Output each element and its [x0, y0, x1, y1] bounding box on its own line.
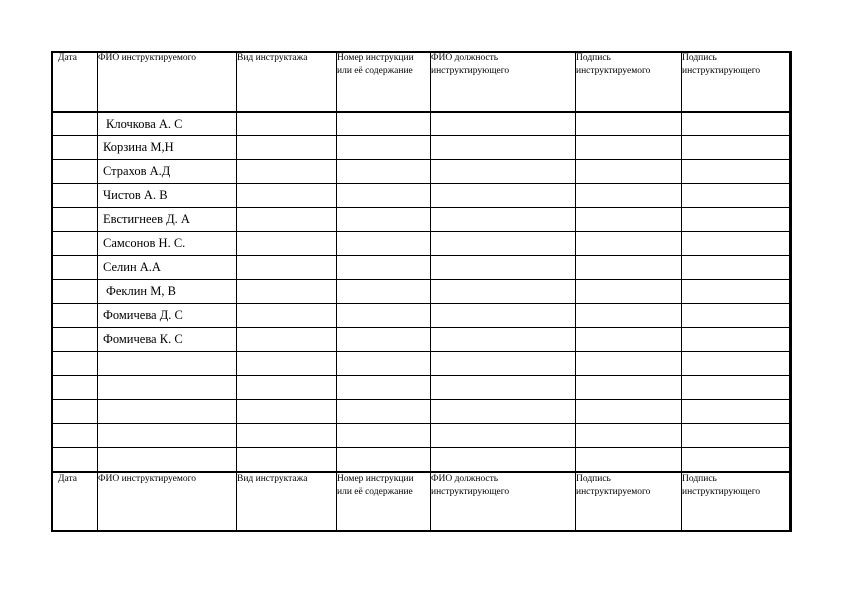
date-cell — [52, 352, 98, 376]
trainee-name-cell — [98, 448, 237, 472]
table-row — [52, 280, 792, 304]
trainee-signature-cell — [576, 232, 682, 256]
instruction-number-cell — [337, 232, 431, 256]
trainee-signature-cell — [576, 136, 682, 160]
date-cell — [52, 112, 98, 136]
trainee-signature-cell — [576, 304, 682, 328]
instruction-number-cell — [337, 400, 431, 424]
instructor-name-cell — [431, 424, 576, 448]
instructor-name-cell — [431, 328, 576, 352]
instructor-name-cell — [431, 136, 576, 160]
trainee-name-cell: Селин А.А — [98, 256, 237, 280]
trainee-name-cell: Фомичева К. С — [98, 328, 237, 352]
date-cell — [52, 184, 98, 208]
header-instruction-number: Номер инструкции или её содержание — [337, 52, 431, 112]
instruction-type-cell — [237, 208, 337, 232]
table-footer-header-row — [52, 472, 792, 532]
instructor-signature-cell — [682, 136, 792, 160]
instructor-signature-cell — [682, 352, 792, 376]
instructor-signature-cell — [682, 256, 792, 280]
trainee-name-cell — [98, 376, 237, 400]
date-cell — [52, 280, 98, 304]
instruction-type-cell — [237, 376, 337, 400]
instruction-number-cell — [337, 328, 431, 352]
footer-header-instructor-signature: Подпись инструктирующего — [682, 472, 792, 532]
instruction-type-cell — [237, 232, 337, 256]
trainee-name-cell: Самсонов Н. С. — [98, 232, 237, 256]
instructor-name-cell — [431, 112, 576, 136]
footer-header-trainee-name: ФИО инструктируемого — [98, 472, 237, 532]
instructor-name-cell — [431, 304, 576, 328]
trainee-signature-cell — [576, 376, 682, 400]
instruction-log-table — [51, 51, 792, 532]
instruction-number-cell — [337, 424, 431, 448]
instruction-type-cell — [237, 112, 337, 136]
instruction-type-cell — [237, 136, 337, 160]
trainee-signature-cell — [576, 112, 682, 136]
instructor-name-cell — [431, 232, 576, 256]
instruction-type-cell — [237, 352, 337, 376]
date-cell — [52, 304, 98, 328]
date-cell — [52, 232, 98, 256]
trainee-name-cell: Корзина М,Н — [98, 136, 237, 160]
trainee-name-cell: Евстигнеев Д. А — [98, 208, 237, 232]
footer-header-instruction-number: Номер инструкции или её содержание — [337, 472, 431, 532]
instruction-number-cell — [337, 376, 431, 400]
trainee-signature-cell — [576, 160, 682, 184]
trainee-signature-cell — [576, 352, 682, 376]
date-cell — [52, 208, 98, 232]
instruction-number-cell — [337, 136, 431, 160]
trainee-signature-cell — [576, 448, 682, 472]
table-row — [52, 136, 792, 160]
header-instructor-name: ФИО должность инструктирующего — [431, 52, 576, 112]
header-date: Дата — [52, 52, 98, 112]
table-header-row — [52, 52, 792, 112]
table-row — [52, 208, 792, 232]
instructor-signature-cell — [682, 160, 792, 184]
date-cell — [52, 424, 98, 448]
instructor-name-cell — [431, 160, 576, 184]
trainee-signature-cell — [576, 208, 682, 232]
header-trainee-signature: Подпись инструктируемого — [576, 52, 682, 112]
header-instruction-type: Вид инструктажа — [237, 52, 337, 112]
instruction-number-cell — [337, 448, 431, 472]
trainee-name-cell — [98, 424, 237, 448]
table-row — [52, 184, 792, 208]
table-row — [52, 352, 792, 376]
instructor-name-cell — [431, 448, 576, 472]
instruction-number-cell — [337, 160, 431, 184]
table-row — [52, 160, 792, 184]
instructor-signature-cell — [682, 208, 792, 232]
header-instructor-signature: Подпись инструктирующего — [682, 52, 792, 112]
instructor-name-cell — [431, 184, 576, 208]
instruction-number-cell — [337, 352, 431, 376]
table-row — [52, 448, 792, 472]
instruction-type-cell — [237, 400, 337, 424]
instructor-signature-cell — [682, 232, 792, 256]
date-cell — [52, 160, 98, 184]
instructor-signature-cell — [682, 400, 792, 424]
trainee-name-cell: Клочкова А. С — [98, 112, 237, 136]
instructor-signature-cell — [682, 424, 792, 448]
instruction-number-cell — [337, 112, 431, 136]
instructor-name-cell — [431, 256, 576, 280]
instructor-signature-cell — [682, 304, 792, 328]
instruction-type-cell — [237, 160, 337, 184]
instruction-number-cell — [337, 184, 431, 208]
instructor-signature-cell — [682, 448, 792, 472]
date-cell — [52, 400, 98, 424]
instructor-name-cell — [431, 280, 576, 304]
table-row — [52, 256, 792, 280]
instruction-log-sheet — [51, 51, 791, 532]
footer-header-instructor-name: ФИО должность инструктирующего — [431, 472, 576, 532]
instruction-type-cell — [237, 280, 337, 304]
table-row — [52, 400, 792, 424]
footer-header-date: Дата — [52, 472, 98, 532]
table-row — [52, 424, 792, 448]
header-trainee-name: ФИО инструктируемого — [98, 52, 237, 112]
table-row — [52, 112, 792, 136]
date-cell — [52, 256, 98, 280]
trainee-name-cell: Феклин М, В — [98, 280, 237, 304]
trainee-signature-cell — [576, 424, 682, 448]
table-row — [52, 328, 792, 352]
date-cell — [52, 328, 98, 352]
table-row — [52, 232, 792, 256]
instruction-number-cell — [337, 208, 431, 232]
footer-header-instruction-type: Вид инструктажа — [237, 472, 337, 532]
instruction-type-cell — [237, 328, 337, 352]
table-row — [52, 376, 792, 400]
instruction-type-cell — [237, 256, 337, 280]
instruction-type-cell — [237, 448, 337, 472]
instruction-type-cell — [237, 424, 337, 448]
instructor-signature-cell — [682, 112, 792, 136]
instructor-name-cell — [431, 376, 576, 400]
trainee-signature-cell — [576, 400, 682, 424]
footer-header-trainee-signature: Подпись инструктируемого — [576, 472, 682, 532]
trainee-name-cell: Фомичева Д. С — [98, 304, 237, 328]
trainee-name-cell: Чистов А. В — [98, 184, 237, 208]
instruction-number-cell — [337, 256, 431, 280]
date-cell — [52, 448, 98, 472]
trainee-name-cell — [98, 352, 237, 376]
instructor-name-cell — [431, 400, 576, 424]
instruction-number-cell — [337, 304, 431, 328]
trainee-name-cell — [98, 400, 237, 424]
date-cell — [52, 136, 98, 160]
trainee-signature-cell — [576, 328, 682, 352]
table-row — [52, 304, 792, 328]
instructor-signature-cell — [682, 376, 792, 400]
trainee-signature-cell — [576, 280, 682, 304]
instruction-number-cell — [337, 280, 431, 304]
instruction-type-cell — [237, 304, 337, 328]
trainee-signature-cell — [576, 184, 682, 208]
date-cell — [52, 376, 98, 400]
trainee-name-cell: Страхов А.Д — [98, 160, 237, 184]
instructor-signature-cell — [682, 184, 792, 208]
instructor-name-cell — [431, 352, 576, 376]
instruction-type-cell — [237, 184, 337, 208]
instructor-name-cell — [431, 208, 576, 232]
instructor-signature-cell — [682, 328, 792, 352]
instructor-signature-cell — [682, 280, 792, 304]
trainee-signature-cell — [576, 256, 682, 280]
